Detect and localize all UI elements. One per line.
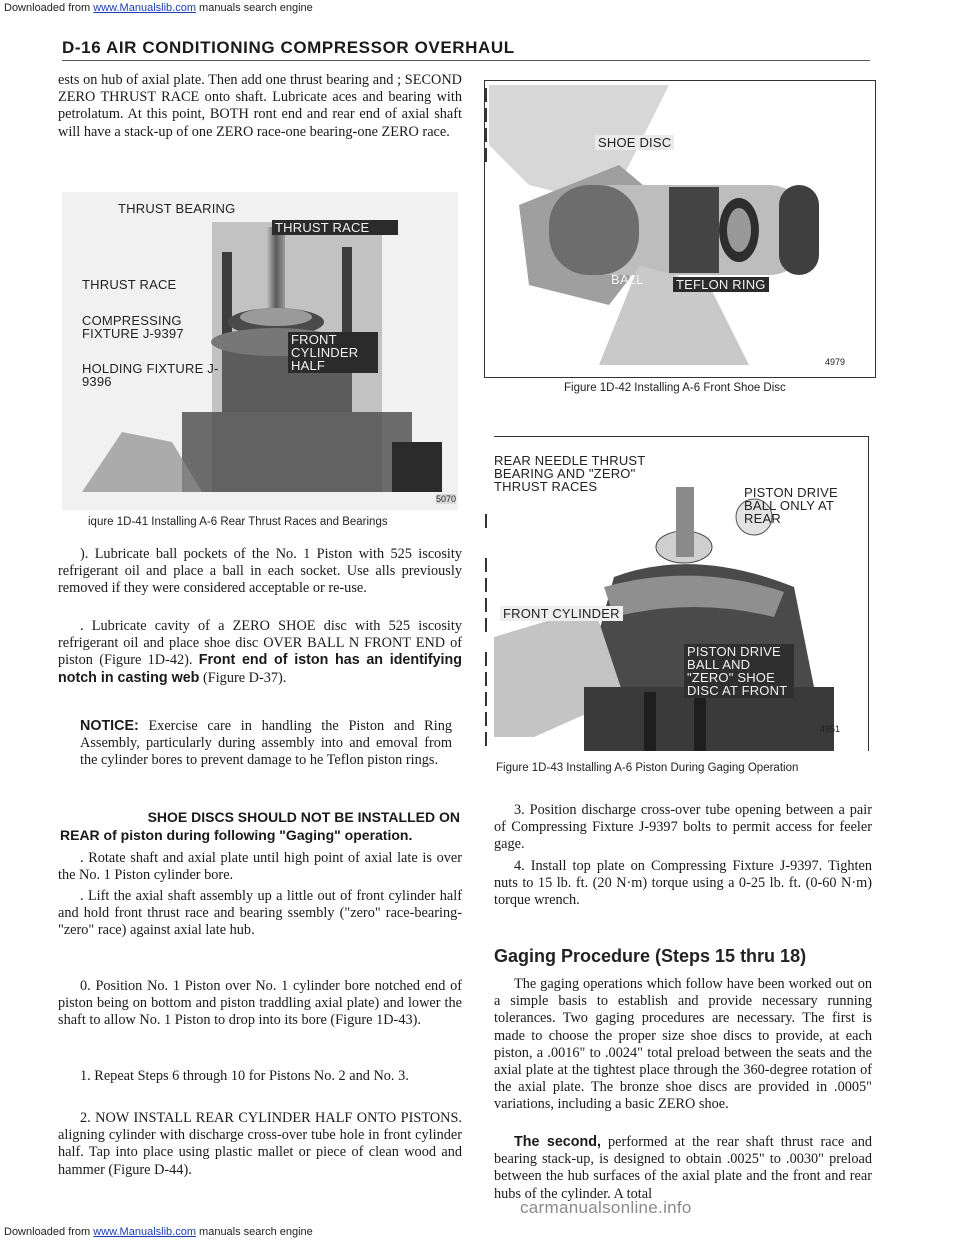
- step-8-paragraph: . Rotate shaft and axial plate until high point of axial late is over the No. 1 Piston cylinder bore.: [58, 850, 462, 884]
- shoe-disc-illustration: [489, 85, 871, 373]
- second-gaging-paragraph: The second, performed at the rear shaft thrust race and bearing stack-up, is designed to obtain .0025" to .0030" preload between the hub surfaces of the axial plate and the front and rear hubs of the cylinder. A total: [494, 1134, 872, 1202]
- label-piston-drive-rear: PISTON DRIVE BALL ONLY AT REAR: [744, 485, 838, 526]
- thrust-race-photo: [62, 192, 458, 510]
- figure-1d-41-caption: iqure 1D-41 Installing A-6 Rear Thrust Races and Bearings: [88, 516, 388, 528]
- label-front-cylinder: FRONT CYLINDER: [500, 606, 623, 621]
- step-3-paragraph: 3. Position discharge cross-over tube opening between a pair of Compressing Fixture J-9397 bolts to permit access for feeler gage.: [494, 802, 872, 853]
- figure-number: 5070: [436, 494, 457, 504]
- figure-1d-42: [484, 80, 876, 378]
- figure-number: 4951: [820, 724, 841, 734]
- label-shoe-disc: SHOE DISC: [595, 135, 674, 150]
- step-12-paragraph: 2. NOW INSTALL REAR CYLINDER HALF ONTO PISTONS. aligning cylinder with discharge cross-over tube hole in front cylinder half. Tap into place using plastic mallet or piece of clean wood and hammer (Figure D-44).: [58, 1110, 462, 1178]
- intro-paragraph: ests on hub of axial plate. Then add one thrust bearing and ; SECOND ZERO THRUST RACE onto shaft. Lubricate aces and bearing with petrolatum. At this point, BOTH ront end and rear end of axial shaft will have a stack-up of one ZERO race-one bearing-one ZERO race.: [58, 72, 462, 140]
- manualslib-link[interactable]: www.Manualslib.com: [93, 1226, 196, 1238]
- step-4-paragraph: 4. Install top plate on Compressing Fixture J-9397. Tighten nuts to 15 lb. ft. (20 N·m) torque using a 0-25 lb. ft. (0-60 N·m) torque wrench.: [494, 858, 872, 909]
- step-10-paragraph: 0. Position No. 1 Piston over No. 1 cylinder bore notched end of piston being on bottom and piston traddling axial plate) and lower the shaft to allow No. 1 Piston to drop into its bore (Figure 1D-43).: [58, 978, 462, 1029]
- label-piston-drive-front: PISTON DRIVE BALL AND "ZERO" SHOE DISC AT FRONT: [684, 644, 794, 698]
- label-thrust-race-top: THRUST RACE: [272, 220, 398, 235]
- figure-1d-42-caption: Figure 1D-42 Installing A-6 Front Shoe Disc: [564, 382, 786, 394]
- gaging-procedure-heading: Gaging Procedure (Steps 15 thru 18): [494, 946, 807, 966]
- label-thrust-race-left: THRUST RACE: [82, 277, 177, 292]
- header-rule: [62, 60, 870, 61]
- figure-1d-41: [62, 192, 458, 514]
- figure-1d-43-caption: Figure 1D-43 Installing A-6 Piston During Gaging Operation: [496, 762, 799, 774]
- figure-1d-43: [484, 420, 872, 752]
- step-11-paragraph: 1. Repeat Steps 6 through 10 for Pistons No. 2 and No. 3.: [80, 1068, 409, 1084]
- label-holding-fixture: HOLDING FIXTURE J-9396: [82, 361, 219, 389]
- watermark: carmanualsonline.info: [520, 1198, 692, 1217]
- label-thrust-bearing: THRUST BEARING: [118, 201, 236, 216]
- download-notice-top: Downloaded from www.Manualslib.com manuals search engine: [4, 2, 313, 14]
- label-compressing-fixture: COMPRESSING FIXTURE J-9397: [82, 313, 184, 341]
- label-ball: BALL: [611, 272, 644, 287]
- figure-number: 4979: [825, 357, 846, 367]
- step-6-paragraph: . Lubricate cavity of a ZERO SHOE disc with 525 iscosity refrigerant oil and place shoe disc OVER BALL N FRONT END of piston (Figure 1D-42). Front end of iston has an identifying notch in casting web (Figure D-37).: [58, 618, 462, 686]
- step-5-paragraph: ). Lubricate ball pockets of the No. 1 Piston with 525 iscosity refrigerant oil and place a ball in each socket. Use alls previously removed if they were considered acceptable or re-use.: [58, 546, 462, 597]
- manualslib-link[interactable]: www.Manualslib.com: [93, 2, 196, 14]
- gaging-paragraph: The gaging operations which follow have been worked out on a simple basis to establish and provide necessary running tolerances. Two gaging procedures are necessary. The first is made to choose the proper size shoe discs to provide, at each piston, a .0016" to .0024" total preload between the seats and the axial plate at the tightest place through the 360-degree rotation of the axial plate. The bronze shoe discs are provided in .0005" variations, including a basic ZERO shoe.: [494, 976, 872, 1113]
- label-front-cylinder-half: FRONT CYLINDER HALF: [288, 332, 378, 373]
- thrust-assembly-illustration: [62, 192, 458, 510]
- page-header: D-16 AIR CONDITIONING COMPRESSOR OVERHAUL: [62, 38, 515, 57]
- step-9-paragraph: . Lift the axial shaft assembly up a little out of front cylinder half and hold front thrust race and bearing ssembly ("zero" race-bearing-"zero" race) against axial late hub.: [58, 888, 462, 939]
- shoe-disc-photo: [489, 85, 871, 373]
- download-notice-bottom: Downloaded from www.Manualslib.com manuals search engine: [4, 1226, 313, 1238]
- notice-paragraph: NOTICE: Exercise care in handling the Piston and Ring Assembly, particularly during assembly into and emoval from the cylinder bores to prevent damage to he Teflon piston rings.: [80, 718, 452, 769]
- shoe-disc-warning: SHOE DISCS SHOULD NOT BE INSTALLED ON REAR of piston during following "Gaging" operation.: [60, 809, 460, 843]
- label-teflon-ring: TEFLON RING: [673, 277, 769, 292]
- label-rear-needle-thrust-bearing: REAR NEEDLE THRUST BEARING AND "ZERO" THRUST RACES: [494, 453, 646, 494]
